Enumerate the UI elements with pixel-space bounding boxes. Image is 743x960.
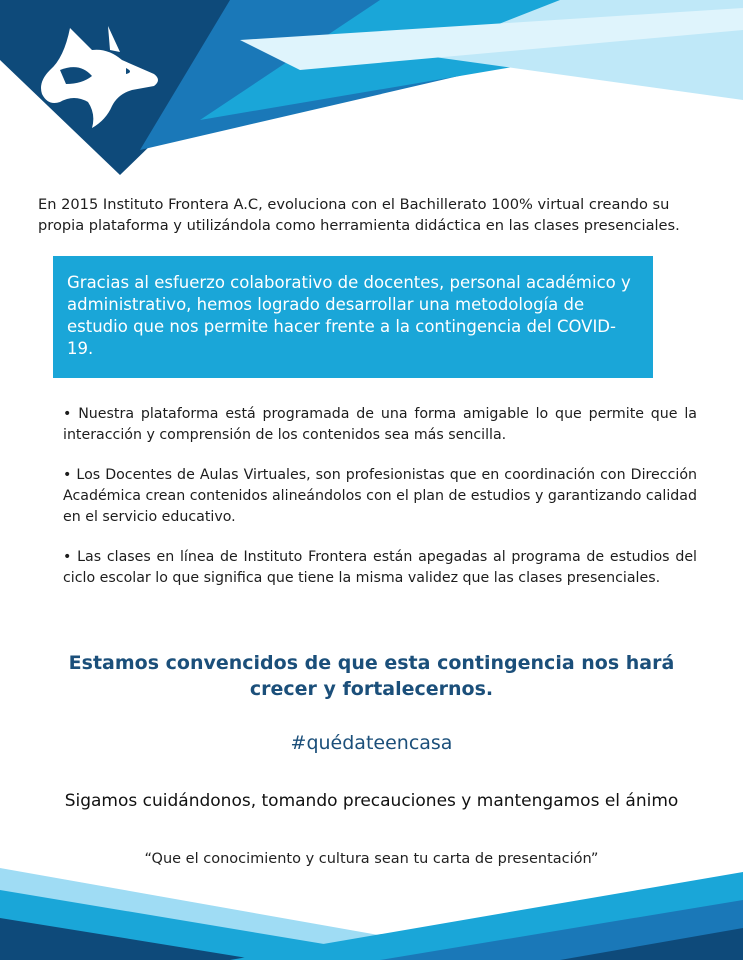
- feature-list: [63, 404, 697, 608]
- wolf-head-logo-icon: [30, 10, 170, 130]
- claim-heading: Estamos convencidos de que esta contingencia nos hará crecer y fortalecernos.: [68, 652, 675, 700]
- list-item: • Los Docentes de Aulas Virtuales, son profesionistas que en coordinación con Dirección Académica crean contenidos alineándolos con el plan de estudios y garantizando calidad en el servicio educativo.: [63, 467, 697, 525]
- motto-quote: “Que el conocimiento y cultura sean tu carta de presentación”: [144, 851, 599, 867]
- intro-paragraph: En 2015 Instituto Frontera A.C, evoluciona con el Bachillerato 100% virtual creando su propia plataforma y utilizándola como herramienta didáctica en las clases presenciales.: [38, 196, 680, 234]
- highlight-text: Gracias al esfuerzo colaborativo de docentes, personal académico y administrativo, hemos logrado desarrollar una metodología de estudio que nos permite hacer frente a la contingencia del COVID-19.: [67, 273, 631, 358]
- list-item: • Las clases en línea de Instituto Frontera están apegadas al programa de estudios del ciclo escolar lo que significa que tiene la misma validez que las clases presenciales.: [63, 549, 697, 586]
- list-item: • Nuestra plataforma está programada de una forma amigable lo que permite que la interacción y comprensión de los contenidos sea más sencilla.: [63, 406, 697, 443]
- highlight-box: [53, 256, 653, 378]
- hashtag: #quédateencasa: [290, 732, 453, 754]
- closing-message: Sigamos cuidándonos, tomando precauciones y mantengamos el ánimo: [64, 791, 679, 811]
